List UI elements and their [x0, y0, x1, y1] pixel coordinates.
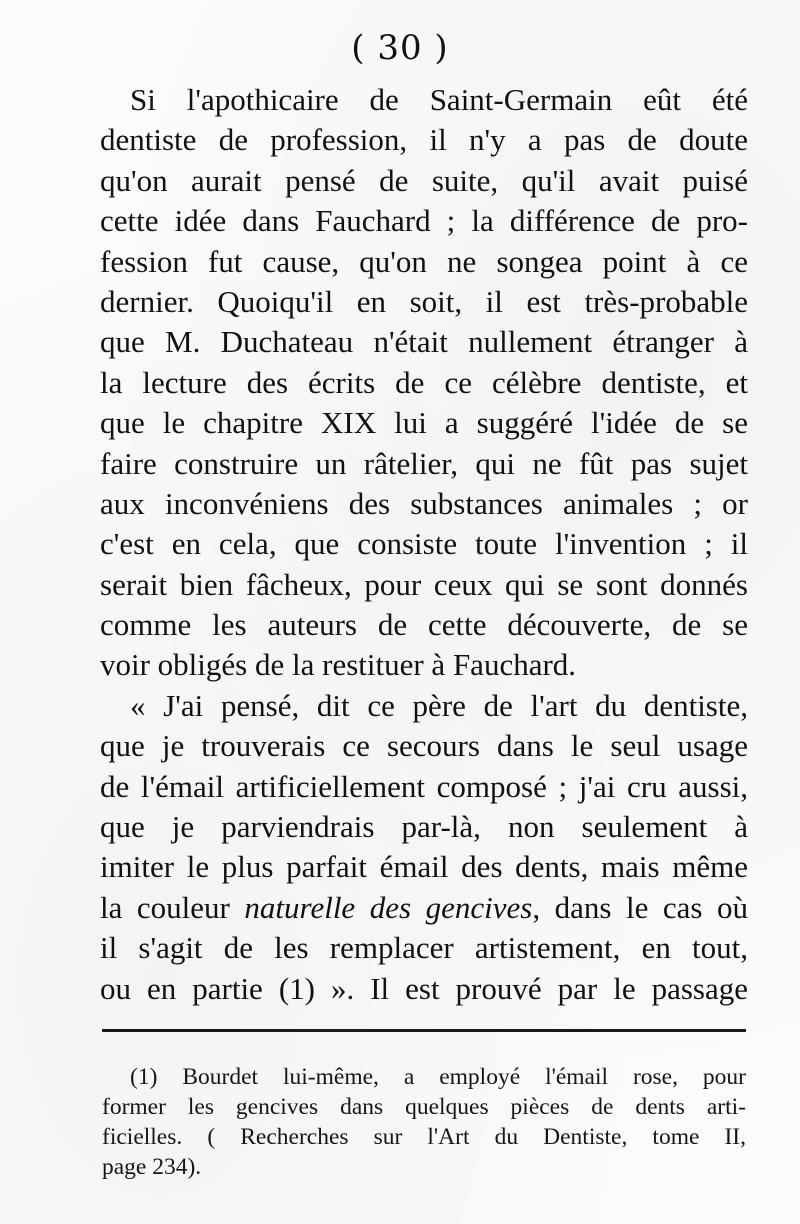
body-line: dentiste de profession, il n'y a pas de doute	[100, 122, 748, 158]
body-line-segment: , dans le cas où	[532, 889, 749, 925]
body-line: que je parviendrais par-là, non seulement à	[100, 809, 748, 845]
footnote-line: ficielles. ( Recherches sur l'Art du Dentiste, tome II,	[102, 1124, 746, 1150]
body-line: dernier. Quoiqu'il en soit, il est très-probable	[100, 283, 748, 319]
body-line: la lecture des écrits de ce célèbre dentiste, et	[100, 364, 748, 400]
body-line: aux inconvéniens des substances animales ; or	[100, 485, 748, 521]
footnote-line: former les gencives dans quelques pièces de dents arti-	[102, 1094, 746, 1120]
body-line: que je trouverais ce secours dans le seul usage	[100, 728, 748, 764]
body-text	[100, 80, 748, 1009]
body-line: ou en partie (1) ». Il est prouvé par le passage	[100, 970, 748, 1006]
body-line: serait bien fâcheux, pour ceux qui se sont donnés	[100, 566, 748, 602]
footnote	[102, 1062, 746, 1182]
italic-phrase: naturelle des gencives	[244, 889, 533, 925]
footnote-divider	[102, 1029, 746, 1032]
body-line: « J'ai pensé, dit ce père de l'art du dentiste,	[130, 687, 748, 723]
page-number: ( 30 )	[351, 28, 449, 68]
body-line-with-italic	[100, 888, 748, 928]
body-line: que le chapitre XIX lui a suggéré l'idée de se	[100, 405, 748, 441]
body-line: fession fut cause, qu'on ne songea point à ce	[100, 243, 748, 279]
body-line: imiter le plus parfait émail des dents, mais même	[100, 849, 748, 885]
body-line: comme les auteurs de cette découverte, de se	[100, 607, 748, 643]
footnote-line: page 234).	[102, 1154, 202, 1180]
body-line: qu'on aurait pensé de suite, qu'il avait puisé	[100, 162, 748, 198]
footnote-line: (1) Bourdet lui-même, a employé l'émail rose, pour	[130, 1064, 746, 1090]
body-line: voir obligés de la restituer à Fauchard.	[100, 647, 577, 683]
body-line: Si l'apothicaire de Saint-Germain eût été	[130, 82, 748, 117]
body-line: il s'agit de les remplacer artistement, en tout,	[100, 930, 748, 966]
body-line: que M. Duchateau n'était nullement étranger à	[100, 324, 748, 360]
body-line: faire construire un râtelier, qui ne fût pas sujet	[100, 445, 748, 481]
body-line: de l'émail artificiellement composé ; j'ai cru aussi,	[100, 768, 748, 804]
body-line: c'est en cela, que consiste toute l'invention ; il	[100, 526, 748, 562]
body-line-segment: la couleur	[100, 889, 245, 925]
body-line: cette idée dans Fauchard ; la différence de pro-	[100, 203, 748, 239]
